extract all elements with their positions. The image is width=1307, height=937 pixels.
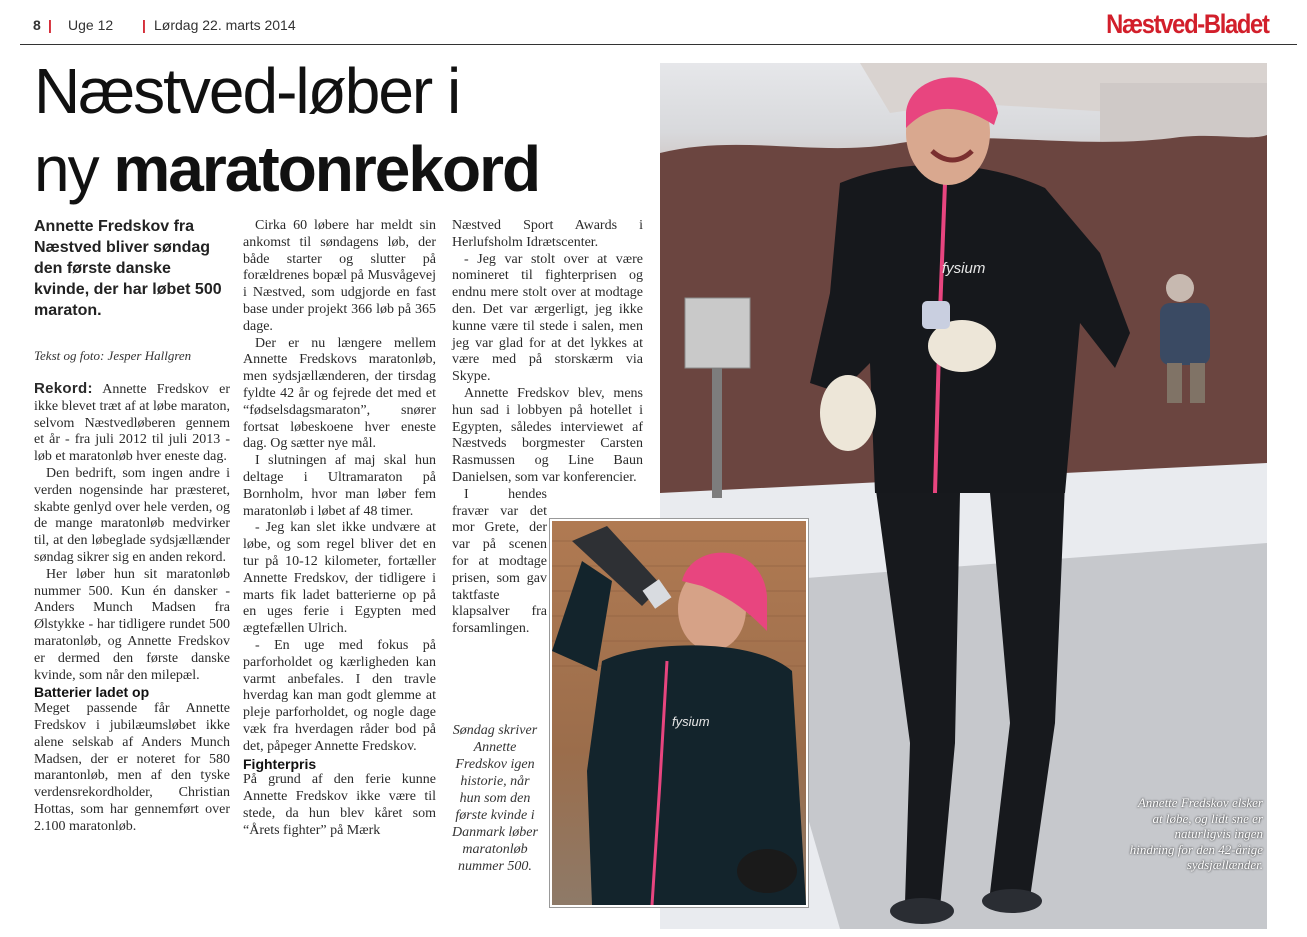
newspaper-logo: Næstved-Bladet <box>1106 9 1269 39</box>
paragraph: Cirka 60 løbere har meldt sin ankomst til søndagens løb, der både starter og slutter på forældrenes bopæl på Musvågevej i Næstved, som udgjorde en fast base under projekt 366 løb på 365 dage. <box>243 218 436 334</box>
header-separator: | <box>48 17 52 33</box>
paragraph: Meget passende får Annette Fredskov i jubilæumsløbet ikke alene selskab af Anders Munch Madsen, der er noteret for 580 marantonløb, men af den tyske verdensrekordholder, Christian Hottas, som har gennemført over 2.100 maratonløb. <box>34 701 230 834</box>
paragraph: Der er nu længere mellem Annette Fredskovs maratonløb, men sydsjællænderen, der tirsdag fyldte 42 år og fejrede det med et “fødselsdagsmaraton”, snører fortsat løbeskoene hver eneste dag. Og sætter nye mål. <box>243 335 436 452</box>
paragraph: Den bedrift, som ingen andre i verden nogensinde har præsteret, skabte genlyd over hele verden, og de mange maratonløb medvirker til, at den løbeglade sydsjællænder søndag sikrer sig en anden rekord. <box>34 465 230 565</box>
article-column-2 <box>243 218 436 839</box>
issue-date: Lørdag 22. marts 2014 <box>154 17 296 33</box>
inset-photo-drinking <box>550 519 808 907</box>
page-number: 8 <box>33 17 41 33</box>
jacket-brand-inset: fysium <box>672 714 710 729</box>
week-label: Uge 12 <box>68 17 114 33</box>
paragraph: - Jeg kan slet ikke undvære at løbe, og som regel bliver det en tur på 10-12 kilometer, fortæller Annette Fredskov, der tidligere i marts fik ladet batterierne op på en uges ferie i Egypten med ægtefællen Ulrich. <box>243 520 436 637</box>
article-column-1 <box>34 381 230 836</box>
headline <box>34 52 654 208</box>
paragraph: Her løber hun sit maratonløb nummer 500. Kun én dansker - Anders Munch Madsen fra Ølstykke - har tidligere rundet 500 maratonløb, og Annette Fredskov er dermed den første danske kvinde, som når den milepæl. <box>34 566 230 683</box>
headline-line-2-prefix: ny <box>34 133 114 205</box>
paragraph: I slutningen af maj skal hun deltage i Ultramaraton på Bornholm, hvor man løber fem maratonløb i løbet af 48 timer. <box>243 453 436 519</box>
header-rule <box>20 44 1297 45</box>
main-photo-caption: Annette Fredskov elsker at løbe, og lidt sne er naturligvis ingen hindring for den 42-årige sydsjællænder. <box>1129 795 1263 872</box>
paragraph: Næstved Sport Awards i Herlufsholm Idrætscenter. <box>452 218 643 250</box>
drinking-illustration <box>552 521 806 905</box>
subheading-batterier: Batterier ladet op <box>34 684 150 701</box>
article-lead: Annette Fredskov fra Næstved bliver søndag den første danske kvinde, der har løbet 500 maraton. <box>34 218 222 319</box>
paragraph: Annette Fredskov blev, mens hun sad i lobbyen på hotellet i Egypten, således interviewet af Næstveds borgmester Carsten Rasmussen og Line Baun Danielsen, som var konferencier. <box>452 385 643 485</box>
page-header <box>0 0 1307 46</box>
paragraph: - En uge med fokus på parforholdet og kærligheden kan varmt anbefales. I den travle hverdag kan man godt glemme at pleje parforholdet, og nogle dage væk fra hverdagen råder bod på det, påpeger Annette Fredskov. <box>243 637 436 754</box>
kicker: Rekord: <box>34 380 93 397</box>
paragraph: - Jeg var stolt over at være nomineret til fighterprisen og endnu mere stolt over at modtage den. Det var ærgerligt, jeg ikke kunne være til stede i salen, men jeg var glad for at det lykkes at være med på storskærm via Skype. <box>452 251 643 385</box>
paragraph: I hendes fravær var det mor Grete, der var på scenen for at modtage prisen, som gav taktfaste klapsalver fra forsamlingen. <box>452 486 547 637</box>
header-separator: | <box>142 17 146 33</box>
headline-line-2-bold: maratonrekord <box>113 133 540 205</box>
subheading-fighterpris: Fighterpris <box>243 755 317 772</box>
paragraph-text: Annette Fredskov er ikke blevet træt af at løbe maraton, selvom Næstvedløberen gennem et år - fra juli 2012 til juli 2013 - løb et maratonløb hver eneste dag. <box>34 382 230 465</box>
inset-photo-caption: Søndag skriver Annette Fredskov igen historie, når hun som den første kvinde i Danmark løber maratonløb nummer 500. <box>452 723 538 874</box>
paragraph <box>34 381 230 466</box>
jacket-brand-main: fysium <box>942 260 986 277</box>
paragraph: På grund af den ferie kunne Annette Fredskov ikke være til stede, da hun blev kåret som “Årets fighter” på Mærk <box>243 772 436 838</box>
byline: Tekst og foto: Jesper Hallgren <box>34 348 192 363</box>
headline-line-1: Næstved-løber i <box>34 55 460 127</box>
